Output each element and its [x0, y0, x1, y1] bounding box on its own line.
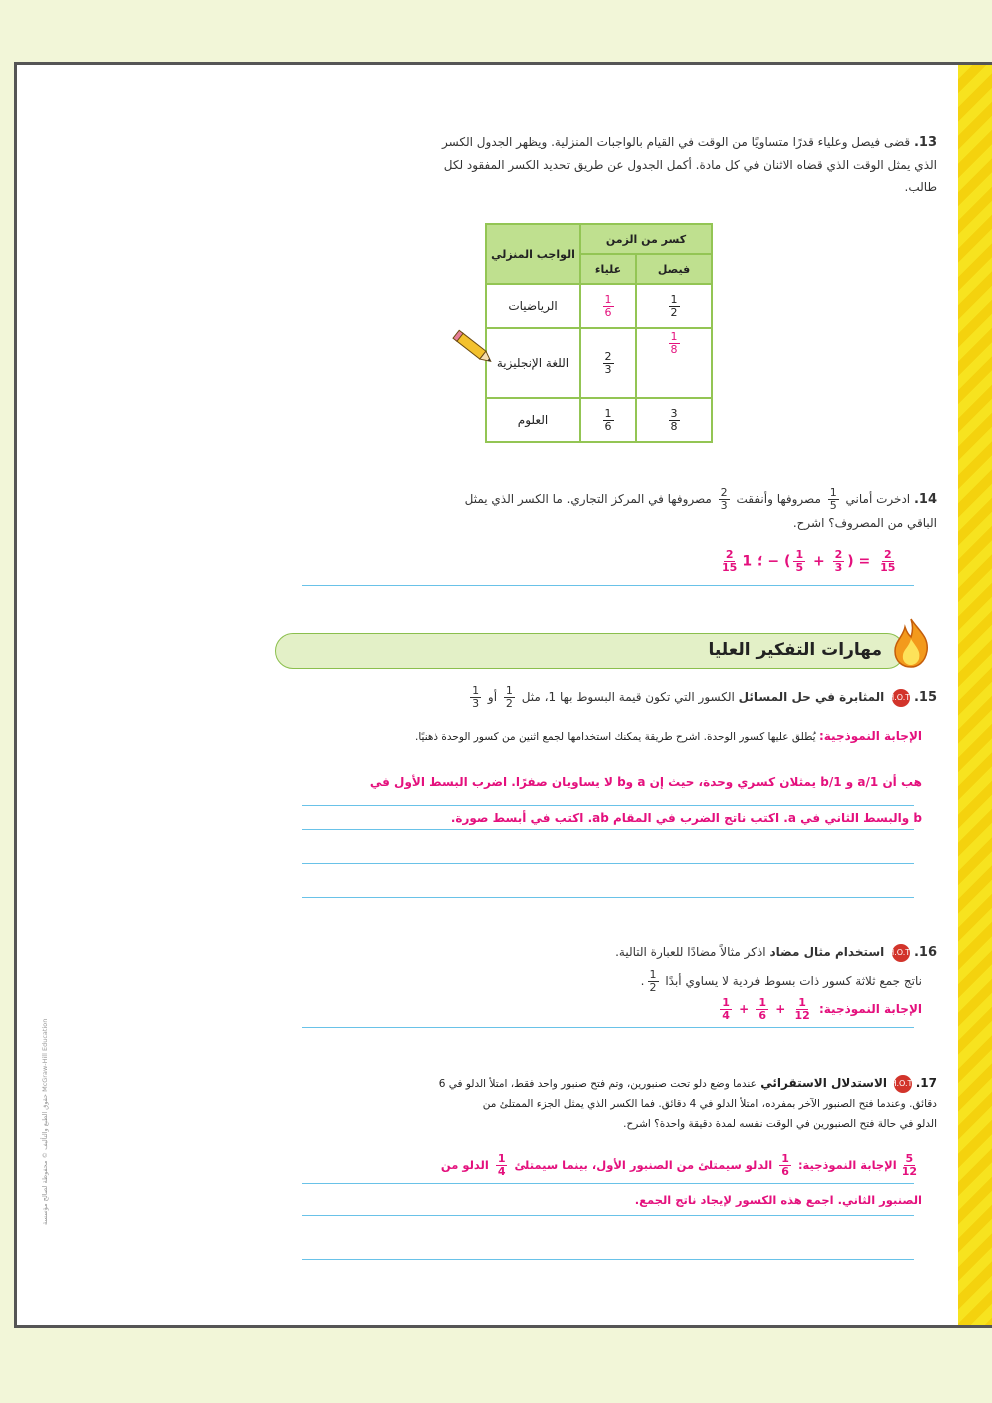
q17-answer-text-b: الدلو من	[440, 1158, 489, 1172]
answer-line	[302, 805, 914, 806]
fraction: $\frac{1}{3}$	[472, 684, 480, 710]
answer-line	[302, 829, 914, 830]
hot-badge: H.O.T.	[892, 689, 910, 707]
question-15	[317, 685, 937, 710]
question-16	[317, 941, 937, 964]
question-number: 13.	[913, 135, 937, 150]
subject-math: الرياضيات	[486, 284, 580, 328]
answer-line	[302, 897, 914, 898]
yellow-stripe	[958, 65, 992, 1325]
q15-text: الكسور التي تكون قيمة البسوط بها 1، مثل	[521, 690, 735, 704]
question-number: 17.	[915, 1076, 937, 1090]
cell-faisal-math: $\frac{1}{2}$	[636, 284, 712, 328]
hot-badge: H.O.T.	[894, 1075, 912, 1093]
col-faisal: فيصل	[636, 254, 712, 284]
q16-title: استخدام مثال مضاد	[769, 945, 885, 959]
fraction: $\frac{1}{5}$	[829, 486, 837, 512]
question-number: 14.	[913, 492, 937, 507]
answer-line	[302, 1215, 914, 1216]
subject-english: اللغة الإنجليزية	[486, 328, 580, 398]
q14-answer: $\frac{2}{15}$ ؛ 1 − ( $\frac{1}{5}$ + $\frac{2}{3}$ ) = $\frac{2}{15}$	[722, 548, 896, 574]
flame-icon	[891, 617, 931, 669]
fraction: $\frac{1}{2}$	[649, 968, 657, 994]
q16-answer: الإجابة النموذجية: $\frac{1}{4}$ + $\frac{1}{6}$ + $\frac{1}{12}$	[722, 996, 922, 1022]
fraction: $\frac{2}{3}$	[720, 486, 728, 512]
q16-line2: ناتج جمع ثلاثة كسور ذات بسوط فردية لا يساوي أبدًا $\frac{1}{2}$ .	[640, 968, 922, 994]
cell-faisal-english: $\frac{1}{8}$	[636, 328, 712, 398]
cell-alyaa-math: $\frac{1}{6}$	[580, 284, 636, 328]
group-header: كسر من الزمن	[580, 224, 712, 254]
model-answer-label: الإجابة النموذجية:	[818, 1002, 922, 1016]
q14-text-3: مصروفها في المركز التجاري. ما الكسر الذي يمثل	[464, 492, 712, 506]
q17-answer-1: $\frac{5}{12}$ الإجابة النموذجية: $\frac{1}{6}$ الدلو سيمتلئ من الصنبور الأول، بينما سيمتلئ $\frac{1}{4}$ الدلو من	[440, 1152, 917, 1178]
copyright-text: حقوق الطبع والتأليف © محفوظة لصالح مؤسسة McGraw-Hill Education	[41, 1018, 49, 1225]
cell-alyaa-science: $\frac{1}{6}$	[580, 398, 636, 442]
answer-line	[302, 1027, 914, 1028]
q17-text-3: الدلو في حالة فتح الصنبورين في الوقت نفسه لمدة دقيقة واحدة؟ اشرح.	[623, 1118, 937, 1130]
hot-badge: H.O.T.	[892, 944, 910, 962]
model-answer-label: الإجابة النموذجية:	[797, 1158, 897, 1172]
q17-answer-text-a: الدلو سيمتلئ من الصنبور الأول، بينما سيمتلئ	[514, 1158, 773, 1172]
answer-line	[302, 1259, 914, 1260]
cell-faisal-science: $\frac{3}{8}$	[636, 398, 712, 442]
q16-text: اذكر مثالاً مضادًا للعبارة التالية.	[615, 945, 766, 959]
subject-header: الواجب المنزلي	[486, 224, 580, 284]
question-17	[297, 1073, 937, 1134]
subject-science: العلوم	[486, 398, 580, 442]
q15-text-2: يُطلق عليها كسور الوحدة. اشرح طريقة يمكنك استخدامها لجمع اثنين من كسور الوحدة ذهنيًا.	[414, 731, 816, 743]
q17-text-1: عندما وضع دلو تحت صنبورين، وتم فتح صنبور واحد فقط، امتلأ الدلو في 6	[438, 1078, 757, 1090]
q14-text-2: مصروفها وأنفقت	[736, 492, 821, 506]
or-text: أو	[487, 690, 498, 704]
question-14	[317, 487, 937, 534]
answer-line	[302, 585, 914, 586]
answer-line	[302, 1183, 914, 1184]
q17-title: الاستدلال الاستقرائي	[760, 1076, 888, 1090]
pencil-icon	[451, 327, 499, 371]
q17-answer-2: الصنبور الثاني. اجمع هذه الكسور لإيجاد ناتج الجمع.	[634, 1193, 922, 1207]
q15-answer-2: b والبسط الثاني في a. اكتب ناتج الضرب في المقام ab. اكتب في أبسط صورة.	[450, 811, 922, 825]
question-number: 16.	[913, 945, 937, 960]
q15-answer-1: هب أن 1/a و 1/b يمثلان كسري وحدة، حيث إن a وb لا يساويان صفرًا. اضرب البسط الأول في	[369, 775, 922, 789]
homework-table	[485, 223, 713, 443]
fraction: $\frac{1}{2}$	[505, 684, 513, 710]
col-alyaa: علياء	[580, 254, 636, 284]
question-number: 15.	[913, 690, 937, 705]
q14-text-4: الباقي من المصروف؟ اشرح.	[792, 516, 937, 530]
question-text: قضى فيصل وعلياء قدرًا متساويًا من الوقت في القيام بالواجبات المنزلية. ويظهر الجدول الكسر الذي يمثل الوقت الذي قضاه الاثنان في كل مادة. أكمل الجدول عن طريق تحديد الكسر المفقود لكل طالب.	[442, 135, 937, 194]
answer-line	[302, 863, 914, 864]
cell-alyaa-english: $\frac{2}{3}$	[580, 328, 636, 398]
q15-title: المثابرة في حل المسائل	[738, 690, 885, 704]
q15-line2	[297, 729, 922, 743]
q14-text-1: ادخرت أماني	[845, 492, 911, 506]
q17-text-2: دقائق. وعندما فتح الصنبور الآخر بمفرده، امتلأ الدلو في 4 دقائق. فما الكسر الذي يمثل الجزء الممتلئ من	[482, 1098, 937, 1110]
question-13	[417, 131, 937, 198]
hot-banner	[275, 633, 905, 669]
hot-title: مهارات التفكير العليا	[708, 640, 882, 660]
model-answer-label: الإجابة النموذجية:	[818, 729, 922, 743]
workbook-page	[14, 62, 992, 1328]
q16-text-2: ناتج جمع ثلاثة كسور ذات بسوط فردية لا يساوي أبدًا	[665, 974, 922, 988]
